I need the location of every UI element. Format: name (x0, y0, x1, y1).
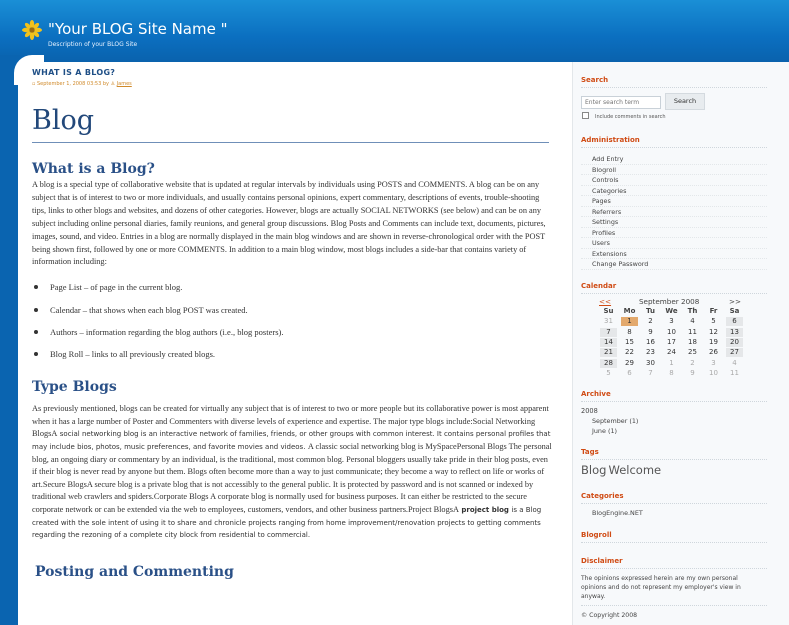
tags-title: Tags (581, 448, 599, 456)
divider (581, 293, 767, 294)
calendar-day[interactable]: 15 (625, 337, 634, 346)
main-content (32, 68, 552, 580)
include-comments-checkbox[interactable] (582, 112, 589, 119)
site-header (0, 0, 789, 62)
admin-item-users[interactable]: Users (581, 238, 767, 249)
list-item: Authors – information regarding the blog authors (i.e., blog posters). (32, 327, 552, 337)
calendar-day-header: Mo (623, 307, 636, 315)
calendar-day-header: Fr (709, 307, 718, 315)
admin-item-settings[interactable]: Settings (581, 217, 767, 228)
calendar-day-header: Sa (729, 307, 740, 315)
administration-title: Administration (581, 136, 640, 144)
calendar-day[interactable]: 22 (625, 348, 634, 357)
search-input[interactable] (581, 96, 661, 109)
list-item: Page List – of page in the current blog. (32, 282, 552, 292)
calendar-day[interactable]: 4 (732, 358, 737, 367)
admin-item-blogroll[interactable]: Blogroll (581, 165, 767, 176)
calendar-widget (581, 282, 767, 382)
calendar-day[interactable]: 4 (690, 317, 695, 326)
admin-item-change-password[interactable]: Change Password (581, 259, 767, 270)
disclaimer-text: The opinions expressed herein are my own personal opinions and do not represent my employer's view in anyway. (581, 575, 741, 600)
section-heading-what-is-a-blog: What is a Blog? (32, 161, 155, 177)
calendar-day[interactable]: 3 (669, 317, 674, 326)
copyright-text: © Copyright 2008 (581, 612, 638, 619)
section-heading-type-blogs: Type Blogs (32, 379, 117, 396)
calendar-day[interactable]: 5 (711, 317, 716, 326)
calendar-day[interactable]: 6 (726, 317, 743, 326)
category-link[interactable]: BlogEngine.NET (592, 509, 643, 517)
calendar-day[interactable]: 12 (709, 327, 718, 336)
calendar-day[interactable]: 13 (726, 328, 743, 337)
admin-item-pages[interactable]: Pages (581, 196, 767, 207)
calendar-day[interactable]: 7 (648, 368, 653, 377)
calendar-day[interactable]: 9 (648, 327, 653, 336)
calendar-prev-link[interactable]: << (599, 297, 612, 306)
archive-widget (581, 390, 767, 436)
divider (581, 401, 767, 402)
admin-item-categories[interactable]: Categories (581, 186, 767, 197)
calendar-day[interactable]: 26 (709, 348, 718, 357)
author-icon: ♙ (110, 81, 116, 87)
calendar-day[interactable]: 2 (690, 358, 695, 367)
categories-widget (581, 492, 767, 517)
calendar-title: Calendar (581, 282, 617, 290)
calendar-day[interactable]: 1 (621, 317, 638, 326)
calendar-day[interactable]: 14 (600, 338, 617, 347)
calendar-day[interactable]: 8 (627, 327, 632, 336)
list-item: Calendar – that shows when each blog POST was created. (32, 305, 552, 315)
tag-link[interactable]: Welcome (608, 463, 662, 477)
divider (581, 87, 767, 88)
post-title-link[interactable]: WHAT IS A BLOG? (32, 68, 116, 77)
admin-item-controls[interactable]: Controls (581, 175, 767, 186)
calendar-day[interactable]: 17 (667, 337, 676, 346)
site-title[interactable]: "Your BLOG Site Name " (48, 20, 228, 38)
calendar-day[interactable]: 18 (688, 337, 697, 346)
flower-logo-icon[interactable] (22, 20, 42, 40)
divider (581, 605, 767, 606)
calendar-day[interactable]: 25 (688, 348, 697, 357)
calendar-day[interactable]: 21 (600, 348, 617, 357)
tag-link[interactable]: Blog (581, 463, 607, 477)
calendar-day[interactable]: 1 (669, 358, 674, 367)
page-title: Blog (32, 105, 549, 143)
calendar-day[interactable]: 28 (600, 359, 617, 368)
categories-title: Categories (581, 492, 624, 500)
calendar-day[interactable]: 29 (625, 358, 634, 367)
divider (581, 147, 767, 148)
search-button[interactable]: Search (665, 93, 705, 110)
archive-year[interactable]: 2008 (581, 407, 598, 415)
archive-month-link[interactable]: June (1) (592, 427, 618, 435)
calendar-day-header: Su (603, 307, 614, 315)
administration-widget (581, 136, 767, 270)
calendar-next-link[interactable]: >> (729, 297, 742, 306)
blogroll-widget (581, 531, 767, 543)
calendar-day[interactable]: 10 (709, 368, 718, 377)
calendar-day-header: Th (687, 307, 698, 315)
divider (581, 503, 767, 504)
calendar-day[interactable]: 8 (669, 368, 674, 377)
calendar-day[interactable]: 30 (646, 358, 655, 367)
calendar-day[interactable]: 20 (726, 338, 743, 347)
calendar-day[interactable]: 7 (600, 328, 617, 337)
divider (581, 542, 767, 543)
calendar-day-header: Tu (646, 307, 655, 315)
archive-title: Archive (581, 390, 611, 398)
calendar-day[interactable]: 27 (726, 348, 743, 357)
calendar-day[interactable]: 16 (646, 337, 655, 346)
blogroll-title: Blogroll (581, 531, 612, 539)
calendar-day[interactable]: 3 (711, 358, 716, 367)
admin-item-referrers[interactable]: Referrers (581, 207, 767, 218)
calendar-day-header: We (665, 307, 678, 315)
calendar-day[interactable]: 5 (606, 368, 611, 377)
disclaimer-title: Disclaimer (581, 557, 623, 565)
calendar-day[interactable]: 9 (690, 368, 695, 377)
post-author-link[interactable]: James (116, 81, 132, 87)
calendar-day[interactable]: 10 (667, 327, 676, 336)
disclaimer-widget (581, 557, 767, 619)
calendar-day[interactable]: 19 (709, 337, 718, 346)
calendar-day[interactable]: 31 (604, 317, 613, 326)
calendar-day[interactable]: 11 (730, 368, 739, 377)
tags-widget (581, 448, 767, 477)
archive-month-link[interactable]: September (1) (592, 417, 639, 425)
divider (581, 459, 767, 460)
admin-item-extensions[interactable]: Extensions (581, 249, 767, 260)
calendar-day[interactable]: 6 (627, 368, 632, 377)
sidebar-features-list (32, 282, 552, 359)
calendar-month: September 2008 (639, 297, 700, 306)
admin-item-profiles[interactable]: Profiles (581, 228, 767, 239)
calendar-day[interactable]: 24 (667, 348, 676, 357)
divider (581, 568, 767, 569)
section-heading-posting-and-commenting: Posting and Commenting (35, 563, 234, 580)
section-paragraph: A blog is a special type of collaborative website that is updated at regular intervals by individuals using POSTS and COMMENTS. A blog can be on any subject that is of interest to two or more individuals, and usually contains personal opinions, expert commentary, descriptions of events, trouble-shooting tips, links to other blogs and websites, and dozens of other categories. However, blogs are actually SOCIAL NETWORKS (see below) and can be on any subject including online personal diaries, family reunions, and general group discussions. Blog Posts and Comments can include text, documents, pictures, images, sound, and video. Entries in a blog are normally displayed in the main blog windows and are shown in reverse-chronological order with the POST being shown first, followed by one or more COMMENTS. In addition to a main blog window, most blogs includes a side-bar that contains variety of information including: (32, 180, 546, 267)
calendar-grid (600, 307, 747, 379)
post-meta (32, 81, 552, 87)
post-date: ▫ September 1, 2008 03:53 by (32, 81, 110, 87)
search-widget (581, 76, 767, 126)
section-paragraph: As previously mentioned, blogs can be created for virtually any subject that is of interest to two or more people but its collaborative power is most apparent when it has a large number of Poster and Commenters with diverse levels of experience and expertise. The major type blogs include:Social Networking BlogsA social networking blog is an interactive network of families, friends, or other groups with common interest. It contains personal profiles that may include bios, photos, music preferences, and favorite movies and videos. A classic social networking blog is MySpacePersonal Blogs The personal blog, an ongoing diary or commentary by an individual, is the traditional, most common blog. Personal bloggers usually take pride in their blog posts, even if their blog is never read by anyone but them. Blogs often become more than a way to just communicate; they become a way to reflect on life or works of art.Secure BlogsA secure blog is a private blog that is not accessibly to the general public. It is protected by password and is not scanned or indexed by traditional web crawlers and spiders.Corporate Blogs A corporate blog is normally used for business purposes. It can either be restricted to the secure corporate network or can be extended via the web to employees, customers, vendors, and other business partners.Project BlogsA project blog is a Blog created with the sole intent of using it to share and chronicle projects ranging from home improvement/renovation projects to getting comments regarding the rezoning of a complete city block from residential to commercial. (32, 404, 552, 540)
calendar-day[interactable]: 23 (646, 348, 655, 357)
calendar-day[interactable]: 2 (648, 317, 653, 326)
calendar-day[interactable]: 11 (688, 327, 697, 336)
site-description: Description of your BLOG Site (48, 41, 138, 48)
list-item: Blog Roll – links to all previously created blogs. (32, 349, 552, 359)
admin-item-add-entry[interactable]: Add Entry (581, 154, 767, 165)
search-title: Search (581, 76, 609, 84)
include-comments-label: Include comments in search (595, 114, 666, 120)
